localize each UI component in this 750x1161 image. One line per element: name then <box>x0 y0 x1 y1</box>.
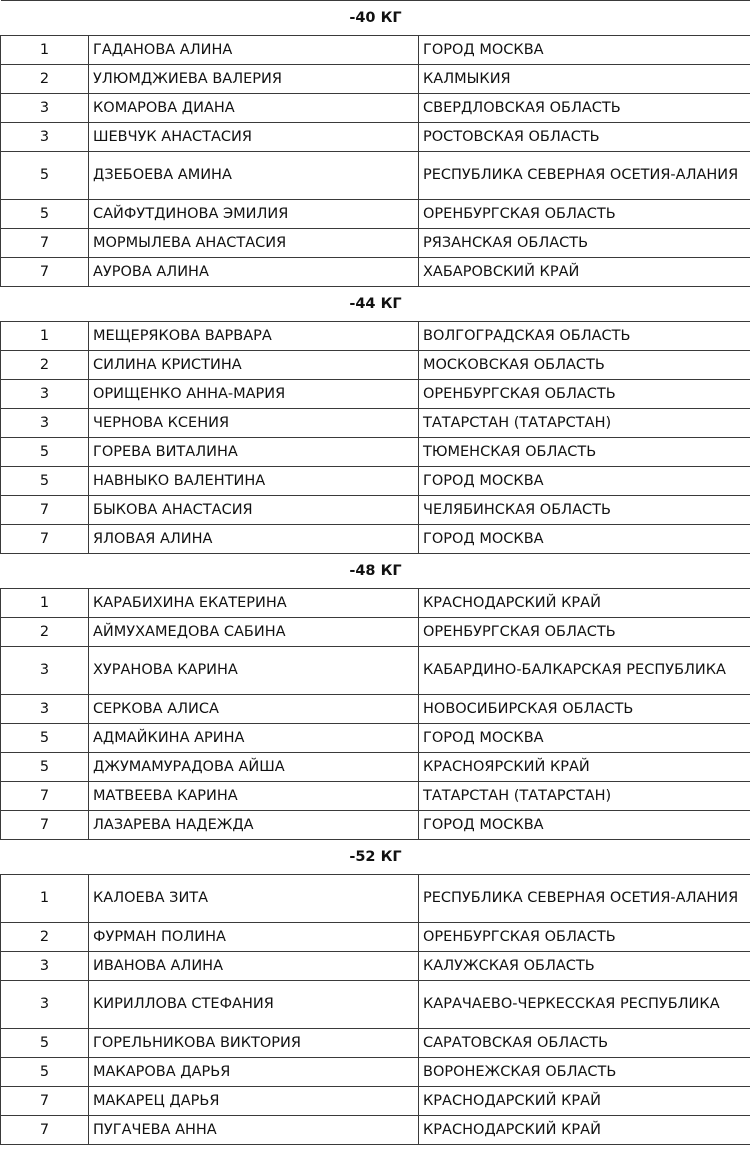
place-cell: 7 <box>1 782 89 811</box>
region-cell: ОРЕНБУРГСКАЯ ОБЛАСТЬ <box>419 380 750 409</box>
athlete-name-cell: АУРОВА АЛИНА <box>89 258 419 287</box>
athlete-name-cell: БЫКОВА АНАСТАСИЯ <box>89 496 419 525</box>
table-row <box>1 981 750 1029</box>
place-cell: 2 <box>1 618 89 647</box>
athlete-name-cell: ЯЛОВАЯ АЛИНА <box>89 525 419 554</box>
table-row <box>1 322 750 351</box>
place-cell: 3 <box>1 94 89 123</box>
place-cell: 7 <box>1 1087 89 1116</box>
table-row <box>1 409 750 438</box>
table-row <box>1 647 750 695</box>
weight-category-title: -48 КГ <box>1 554 750 589</box>
athlete-name-cell: УЛЮМДЖИЕВА ВАЛЕРИЯ <box>89 65 419 94</box>
athlete-name-cell: АДМАЙКИНА АРИНА <box>89 724 419 753</box>
athlete-name-cell: МОРМЫЛЕВА АНАСТАСИЯ <box>89 229 419 258</box>
athlete-name-cell: ЧЕРНОВА КСЕНИЯ <box>89 409 419 438</box>
region-cell: ОРЕНБУРГСКАЯ ОБЛАСТЬ <box>419 200 750 229</box>
region-cell: ГОРОД МОСКВА <box>419 724 750 753</box>
table-row <box>1 1058 750 1087</box>
table-row <box>1 467 750 496</box>
table-row <box>1 496 750 525</box>
place-cell: 2 <box>1 923 89 952</box>
athlete-name-cell: СИЛИНА КРИСТИНА <box>89 351 419 380</box>
table-row <box>1 258 750 287</box>
athlete-name-cell: КАРАБИХИНА ЕКАТЕРИНА <box>89 589 419 618</box>
table-row <box>1 875 750 923</box>
athlete-name-cell: ЛАЗАРЕВА НАДЕЖДА <box>89 811 419 840</box>
region-cell: САРАТОВСКАЯ ОБЛАСТЬ <box>419 1029 750 1058</box>
table-row <box>1 380 750 409</box>
region-cell: КАБАРДИНО-БАЛКАРСКАЯ РЕСПУБЛИКА <box>419 647 750 695</box>
athlete-name-cell: ПУГАЧЕВА АННА <box>89 1116 419 1145</box>
table-row <box>1 724 750 753</box>
region-cell: КАРАЧАЕВО-ЧЕРКЕССКАЯ РЕСПУБЛИКА <box>419 981 750 1029</box>
region-cell: ЧЕЛЯБИНСКАЯ ОБЛАСТЬ <box>419 496 750 525</box>
place-cell: 5 <box>1 438 89 467</box>
table-row <box>1 589 750 618</box>
table-row <box>1 1116 750 1145</box>
region-cell: КРАСНОДАРСКИЙ КРАЙ <box>419 589 750 618</box>
athlete-name-cell: ГОРЕВА ВИТАЛИНА <box>89 438 419 467</box>
place-cell: 1 <box>1 322 89 351</box>
table-row <box>1 952 750 981</box>
place-cell: 3 <box>1 952 89 981</box>
results-body <box>1 1 750 1145</box>
athlete-name-cell: ОРИЩЕНКО АННА-МАРИЯ <box>89 380 419 409</box>
table-row <box>1 1029 750 1058</box>
region-cell: ГОРОД МОСКВА <box>419 36 750 65</box>
place-cell: 7 <box>1 229 89 258</box>
athlete-name-cell: ИВАНОВА АЛИНА <box>89 952 419 981</box>
place-cell: 3 <box>1 695 89 724</box>
athlete-name-cell: ФУРМАН ПОЛИНА <box>89 923 419 952</box>
weight-category-title: -44 КГ <box>1 287 750 322</box>
weight-category-title: -40 КГ <box>1 1 750 36</box>
region-cell: КАЛМЫКИЯ <box>419 65 750 94</box>
table-row <box>1 36 750 65</box>
region-cell: ТЮМЕНСКАЯ ОБЛАСТЬ <box>419 438 750 467</box>
table-row <box>1 229 750 258</box>
place-cell: 3 <box>1 409 89 438</box>
region-cell: РОСТОВСКАЯ ОБЛАСТЬ <box>419 123 750 152</box>
place-cell: 7 <box>1 496 89 525</box>
place-cell: 3 <box>1 123 89 152</box>
place-cell: 1 <box>1 36 89 65</box>
athlete-name-cell: ХУРАНОВА КАРИНА <box>89 647 419 695</box>
table-row <box>1 753 750 782</box>
place-cell: 5 <box>1 753 89 782</box>
table-row <box>1 438 750 467</box>
athlete-name-cell: НАВНЫКО ВАЛЕНТИНА <box>89 467 419 496</box>
region-cell: РЕСПУБЛИКА СЕВЕРНАЯ ОСЕТИЯ-АЛАНИЯ <box>419 875 750 923</box>
table-row <box>1 782 750 811</box>
region-cell: ГОРОД МОСКВА <box>419 811 750 840</box>
place-cell: 7 <box>1 1116 89 1145</box>
region-cell: КАЛУЖСКАЯ ОБЛАСТЬ <box>419 952 750 981</box>
place-cell: 7 <box>1 811 89 840</box>
table-row <box>1 923 750 952</box>
region-cell: РЕСПУБЛИКА СЕВЕРНАЯ ОСЕТИЯ-АЛАНИЯ <box>419 152 750 200</box>
place-cell: 1 <box>1 589 89 618</box>
athlete-name-cell: АЙМУХАМЕДОВА САБИНА <box>89 618 419 647</box>
place-cell: 3 <box>1 981 89 1029</box>
table-row <box>1 525 750 554</box>
table-row <box>1 152 750 200</box>
athlete-name-cell: ДЖУМАМУРАДОВА АЙША <box>89 753 419 782</box>
region-cell: ГОРОД МОСКВА <box>419 467 750 496</box>
athlete-name-cell: ДЗЕБОЕВА АМИНА <box>89 152 419 200</box>
table-row <box>1 618 750 647</box>
table-row <box>1 200 750 229</box>
place-cell: 1 <box>1 875 89 923</box>
region-cell: КРАСНОДАРСКИЙ КРАЙ <box>419 1116 750 1145</box>
athlete-name-cell: ГАДАНОВА АЛИНА <box>89 36 419 65</box>
weight-category-title: -52 КГ <box>1 840 750 875</box>
region-cell: ОРЕНБУРГСКАЯ ОБЛАСТЬ <box>419 618 750 647</box>
athlete-name-cell: ШЕВЧУК АНАСТАСИЯ <box>89 123 419 152</box>
place-cell: 3 <box>1 380 89 409</box>
place-cell: 5 <box>1 152 89 200</box>
place-cell: 5 <box>1 724 89 753</box>
place-cell: 2 <box>1 351 89 380</box>
athlete-name-cell: САЙФУТДИНОВА ЭМИЛИЯ <box>89 200 419 229</box>
region-cell: ТАТАРСТАН (ТАТАРСТАН) <box>419 409 750 438</box>
athlete-name-cell: КОМАРОВА ДИАНА <box>89 94 419 123</box>
region-cell: ХАБАРОВСКИЙ КРАЙ <box>419 258 750 287</box>
place-cell: 7 <box>1 258 89 287</box>
region-cell: ВОРОНЕЖСКАЯ ОБЛАСТЬ <box>419 1058 750 1087</box>
athlete-name-cell: МЕЩЕРЯКОВА ВАРВАРА <box>89 322 419 351</box>
table-row <box>1 811 750 840</box>
athlete-name-cell: СЕРКОВА АЛИСА <box>89 695 419 724</box>
weight-category-header <box>1 554 750 589</box>
athlete-name-cell: МАТВЕЕВА КАРИНА <box>89 782 419 811</box>
weight-category-header <box>1 840 750 875</box>
region-cell: НОВОСИБИРСКАЯ ОБЛАСТЬ <box>419 695 750 724</box>
place-cell: 5 <box>1 1029 89 1058</box>
place-cell: 5 <box>1 467 89 496</box>
region-cell: ОРЕНБУРГСКАЯ ОБЛАСТЬ <box>419 923 750 952</box>
athlete-name-cell: КИРИЛЛОВА СТЕФАНИЯ <box>89 981 419 1029</box>
place-cell: 5 <box>1 1058 89 1087</box>
table-row <box>1 123 750 152</box>
weight-category-header <box>1 1 750 36</box>
athlete-name-cell: КАЛОЕВА ЗИТА <box>89 875 419 923</box>
region-cell: ГОРОД МОСКВА <box>419 525 750 554</box>
place-cell: 5 <box>1 200 89 229</box>
table-row <box>1 94 750 123</box>
table-row <box>1 351 750 380</box>
table-row <box>1 65 750 94</box>
region-cell: ВОЛГОГРАДСКАЯ ОБЛАСТЬ <box>419 322 750 351</box>
region-cell: РЯЗАНСКАЯ ОБЛАСТЬ <box>419 229 750 258</box>
athlete-name-cell: ГОРЕЛЬНИКОВА ВИКТОРИЯ <box>89 1029 419 1058</box>
place-cell: 3 <box>1 647 89 695</box>
region-cell: КРАСНОДАРСКИЙ КРАЙ <box>419 1087 750 1116</box>
table-row <box>1 695 750 724</box>
table-row <box>1 1087 750 1116</box>
region-cell: КРАСНОЯРСКИЙ КРАЙ <box>419 753 750 782</box>
athlete-name-cell: МАКАРОВА ДАРЬЯ <box>89 1058 419 1087</box>
place-cell: 2 <box>1 65 89 94</box>
region-cell: ТАТАРСТАН (ТАТАРСТАН) <box>419 782 750 811</box>
region-cell: МОСКОВСКАЯ ОБЛАСТЬ <box>419 351 750 380</box>
athlete-name-cell: МАКАРЕЦ ДАРЬЯ <box>89 1087 419 1116</box>
weight-category-header <box>1 287 750 322</box>
region-cell: СВЕРДЛОВСКАЯ ОБЛАСТЬ <box>419 94 750 123</box>
place-cell: 7 <box>1 525 89 554</box>
